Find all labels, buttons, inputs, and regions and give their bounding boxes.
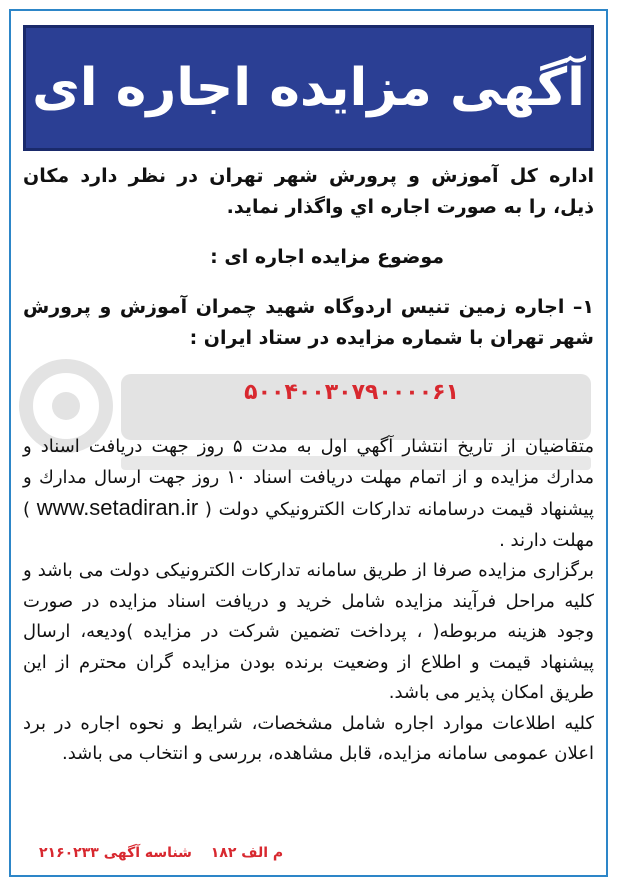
footer-id: شناسه آگهی ۲۱۶۰۲۳۳ [39,845,192,861]
ad-title: آگهی مزایده اجاره ای [32,58,585,118]
ad-frame [9,9,608,877]
info-paragraph: کلیه اطلاعات موارد اجاره شامل مشخصات، شرایط و نحوه اجاره در برد اعلان عمومی سامانه مزایده، قابل مشاهده، بررسی و انتخاب می باشد. [23,712,594,764]
intro-paragraph: اداره کل آموزش و پرورش شهر تهران در نظر دارد مکان ذیل، را به صورت اجاره اي واگذار نماید. [23,165,594,218]
auction-number: ۵۰۰۴۰۰۳۰۷۹۰۰۰۰۶۱ [244,380,459,405]
applicants-text-end: ) مهلت دارند . [23,499,594,551]
subject-heading: موضوع مزایده اجاره ای : [210,246,444,268]
item-1-paragraph: ۱– اجاره زمین تنیس اردوگاه شهید چمران آموزش و پرورش شهر تهران با شماره مزایده در ستاد ایران : [23,296,594,349]
ad-footer [25,845,283,861]
ad-body [23,161,594,770]
footer-code: م الف ۱۸۲ [210,845,284,861]
applicants-paragraph [23,432,594,556]
website-link[interactable]: www.setadiran.ir [36,495,199,520]
process-paragraph: برگزاری مزایده صرفا از طریق سامانه تدارکات الکترونیکی دولت می باشد و کلیه مراحل فرآیند مزایده شامل خرید و دریافت اسناد مزایده در صورت وجود هزینه مربوطه( ، پرداخت تضمین شرکت در مزایده )ودیعه، ارسال پیشنهاد قیمت و اطلاع از وضعیت برنده بودن مزایده گران محترم از این طریق امکان پذیر می باشد. [23,560,594,703]
title-banner [23,25,594,151]
applicants-text: متقاضيان از تاريخ انتشار آگهي اول به مدت ۵ روز جهت دريافت اسناد و مدارك مزايده و از اتمام مهلت دريافت اسناد ۱۰ روز جهت ارسال مدارك و پيشنهاد قيمت درسامانه تداركات الكترونيكي دولت ( [23,436,595,520]
